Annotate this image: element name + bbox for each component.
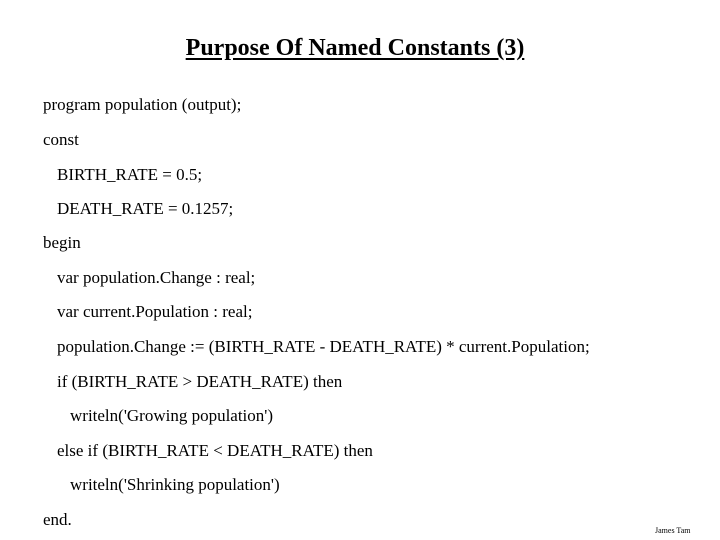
code-line-end: end. — [43, 510, 72, 529]
code-line-else-if-shrinking: else if (BIRTH_RATE < DEATH_RATE) then — [57, 441, 373, 460]
code-line-const: const — [43, 130, 79, 149]
code-line-writeln-growing: writeln('Growing population') — [70, 406, 274, 425]
code-line-birth-rate: BIRTH_RATE = 0.5; — [57, 165, 203, 184]
code-line-if-growing: if (BIRTH_RATE > DEATH_RATE) then — [57, 372, 343, 391]
code-line-var-current-population: var current.Population : real; — [57, 302, 253, 321]
code-line-var-population-change: var population.Change : real; — [57, 268, 256, 287]
code-line-program-header: program population (output); — [43, 95, 242, 114]
slide-title: Purpose Of Named Constants (3) — [185, 35, 525, 61]
code-line-assignment: population.Change := (BIRTH_RATE - DEATH_RATE) * current.Population; — [57, 337, 590, 356]
code-line-begin: begin — [43, 233, 81, 252]
code-line-death-rate: DEATH_RATE = 0.1257; — [57, 199, 234, 218]
footer-author: James Tam — [655, 526, 691, 535]
code-line-writeln-shrinking: writeln('Shrinking population') — [70, 475, 280, 494]
